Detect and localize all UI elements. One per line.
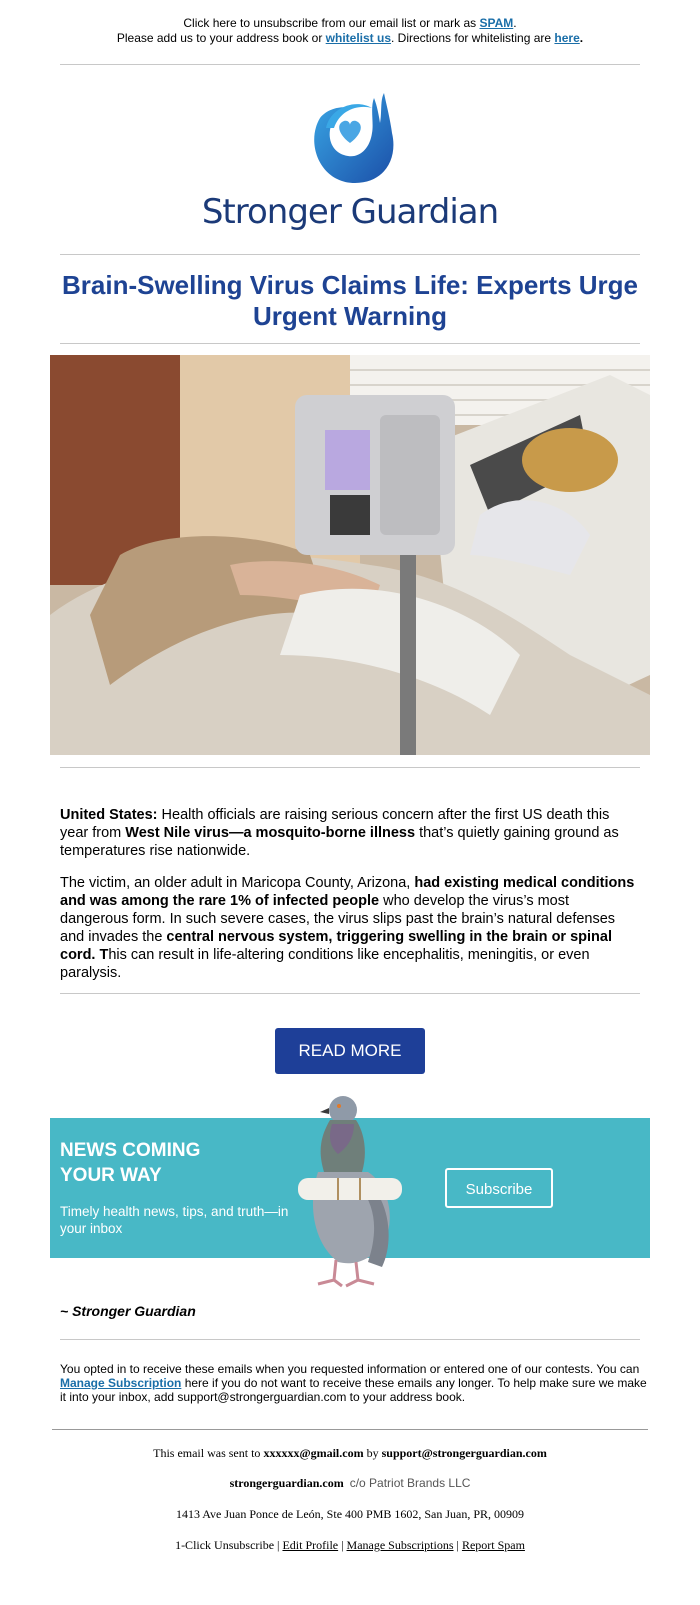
edit-profile-link[interactable]: Edit Profile xyxy=(282,1538,339,1552)
bold-text: West Nile virus—a mosquito-borne illness xyxy=(125,825,416,841)
unsub-text: Click here to unsubscribe from our email list or mark as xyxy=(183,16,477,30)
separator: | xyxy=(277,1538,280,1552)
text: that’s quietly gaining ground as temperatures rise nationwide. xyxy=(60,825,619,859)
subscribe-button[interactable]: Subscribe xyxy=(445,1168,553,1208)
paragraph-1 xyxy=(60,806,640,860)
text: Health officials are raising serious concern after the first US death this year from xyxy=(60,807,610,841)
report-spam-link[interactable]: Report Spam xyxy=(461,1538,525,1552)
separator: | xyxy=(456,1538,459,1552)
text: You opted in to receive these emails when you requested information or entered one of our contests. You can xyxy=(60,1362,640,1376)
pigeon-icon xyxy=(298,1092,410,1290)
text: who develop the virus’s most dangerous form. In such severe cases, the virus slips past the brain’s natural defenses and invades the xyxy=(60,893,616,945)
manage-subscription-link[interactable]: Manage Subscription xyxy=(60,1376,182,1390)
heading-line-2: YOUR WAY xyxy=(60,1165,162,1186)
paragraph-2 xyxy=(60,874,640,982)
whitelist-link[interactable]: whitelist us xyxy=(325,31,392,45)
text: here if you do not want to receive these emails any longer. To help make sure we make it into your inbox, add support@strongerguardian.com to your address book. xyxy=(60,1376,647,1404)
bold-text: central nervous system, triggering swelling in the brain or spinal cord. T xyxy=(60,929,612,963)
text: by xyxy=(366,1446,379,1460)
footer-links xyxy=(0,1538,700,1553)
hospital-patient-image[interactable] xyxy=(50,355,650,755)
divider xyxy=(60,64,640,65)
period: . xyxy=(513,16,517,30)
bold-text: United States: xyxy=(60,807,158,823)
article-body xyxy=(60,806,640,982)
divider xyxy=(60,1339,640,1340)
article-headline: Brain-Swelling Virus Claims Life: Experts Urge Urgent Warning xyxy=(61,270,638,331)
company-co: c/o Patriot Brands LLC xyxy=(349,1476,471,1490)
company-line xyxy=(0,1476,700,1491)
whitelist-text: Please add us to your address book or xyxy=(116,31,323,45)
divider xyxy=(60,254,640,255)
unsubscribe-header xyxy=(0,16,700,46)
address-line: 1413 Ave Juan Ponce de León, Ste 400 PMB 1602, San Juan, PR, 00909 xyxy=(175,1507,525,1521)
sent-to-line xyxy=(0,1446,700,1461)
sender-email: support@strongerguardian.com xyxy=(381,1446,547,1460)
hands-heart-icon xyxy=(300,88,402,188)
heading-line-1: NEWS COMING xyxy=(60,1140,201,1161)
whitelist-text-2: . Directions for whitelisting are xyxy=(391,31,552,45)
text: This email was sent to xyxy=(153,1446,261,1460)
newsletter-heading xyxy=(60,1138,280,1188)
here-link[interactable]: here xyxy=(554,31,580,45)
signature: ~ Stronger Guardian xyxy=(60,1303,196,1319)
bold-text: had existing medical conditions and was among the rare 1% of infected people xyxy=(60,875,635,909)
divider xyxy=(60,343,640,344)
brand-name: Stronger Guardian xyxy=(201,192,499,232)
separator: | xyxy=(341,1538,344,1552)
manage-subscriptions-link[interactable]: Manage Subscriptions xyxy=(346,1538,454,1552)
newsletter-subtext: Timely health news, tips, and truth—in your inbox xyxy=(60,1204,289,1236)
recipient-email: xxxxxx@gmail.com xyxy=(263,1446,364,1460)
divider xyxy=(60,993,640,994)
read-more-button[interactable]: READ MORE xyxy=(275,1028,425,1074)
divider xyxy=(52,1429,648,1430)
text: his can result in life-altering conditions like encephalitis, meningitis, or even paralysis. xyxy=(60,947,590,981)
optin-notice xyxy=(60,1362,650,1404)
period-2: . xyxy=(579,31,584,45)
divider xyxy=(60,767,640,768)
text: The victim, an older adult in Maricopa County, Arizona, xyxy=(60,875,415,891)
spam-link[interactable]: SPAM xyxy=(479,16,514,30)
company-domain: strongerguardian.com xyxy=(229,1476,344,1490)
one-click-unsubscribe-link[interactable]: 1-Click Unsubscribe xyxy=(175,1538,275,1552)
